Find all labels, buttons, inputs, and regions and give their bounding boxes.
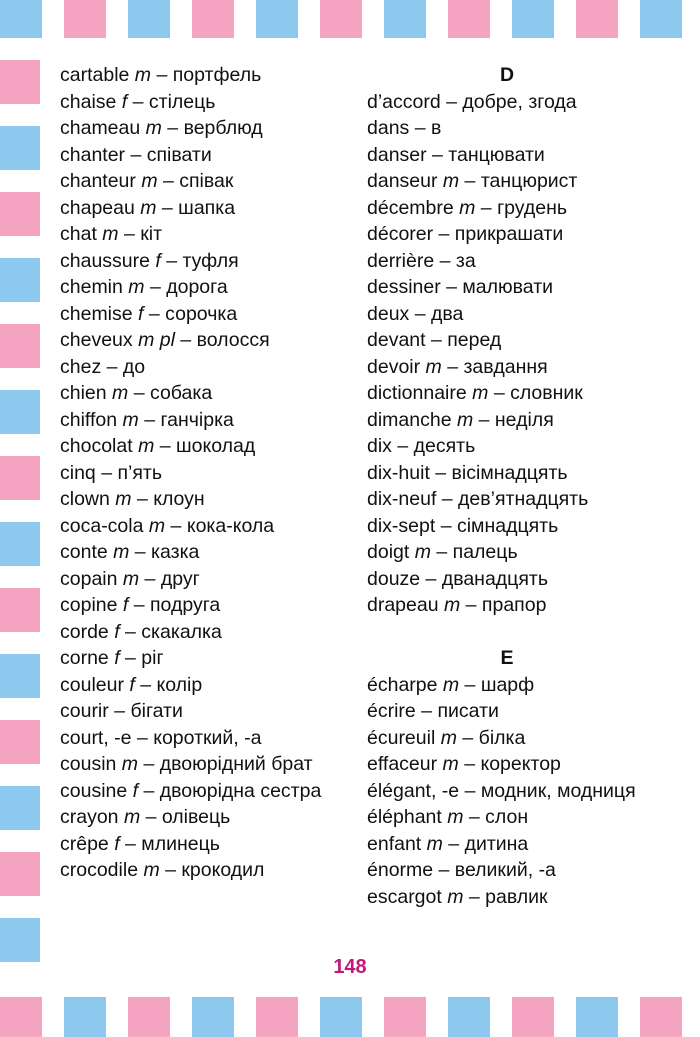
entry-gender: f (122, 594, 129, 616)
entry-translation: – добре, згода (440, 90, 577, 113)
entry-translation: – в (409, 117, 442, 139)
dictionary-entry (367, 884, 647, 911)
entry-gender: m (447, 885, 464, 908)
border-square (512, 0, 554, 38)
entry-translation: – кіт (118, 223, 163, 245)
entry-word: chez (60, 355, 102, 378)
entry-translation: – ганчірка (138, 408, 234, 431)
dictionary-entry (60, 804, 340, 831)
border-square (192, 0, 234, 38)
dictionary-entry (367, 592, 647, 619)
page-number: 148 (333, 956, 367, 978)
entry-translation: – словник (488, 382, 583, 404)
entry-translation: – грудень (475, 196, 568, 219)
entry-word: écrire (367, 700, 416, 722)
entry-translation: – клоун (131, 488, 205, 510)
entry-word: chaise (60, 90, 117, 113)
dictionary-entry (60, 433, 340, 460)
dictionary-entry (367, 274, 647, 301)
entry-gender: m pl (138, 329, 175, 351)
dictionary-entry (367, 433, 647, 460)
border-square (0, 192, 40, 236)
border-square (640, 0, 682, 38)
entry-gender: m (143, 859, 160, 881)
entry-translation: – писати (415, 700, 499, 722)
entry-gender: m (140, 196, 157, 219)
entry-gender: m (456, 408, 474, 431)
entry-word: cheveux (60, 329, 133, 351)
dictionary-entry (367, 513, 647, 540)
dictionary-entry (60, 698, 340, 725)
border-square (0, 522, 40, 566)
border-square (0, 997, 42, 1037)
border-square (0, 0, 42, 38)
entry-gender: f (129, 673, 135, 696)
entry-word: crêpe (60, 832, 109, 855)
entry-word: chaussure (60, 249, 150, 272)
entry-word: enfant (367, 832, 422, 855)
dictionary-entry (367, 221, 647, 248)
dictionary-entry (60, 407, 340, 434)
entry-word: chanteur (60, 170, 136, 192)
entry-translation: – вісімнадцять (429, 461, 568, 484)
dictionary-entry (367, 460, 647, 487)
entry-translation: – портфель (151, 64, 262, 86)
entry-word: dix (367, 435, 392, 457)
entry-word: drapeau (367, 594, 439, 616)
entry-gender: f (114, 620, 120, 643)
dictionary-entry (60, 513, 340, 540)
entry-word: crayon (60, 806, 119, 828)
entry-gender: m (113, 541, 130, 563)
entry-word: dictionnaire (367, 382, 467, 404)
section-heading-e: E (500, 647, 514, 669)
entry-gender: m (134, 64, 152, 86)
entry-translation: – модник, модниця (459, 779, 636, 802)
border-square (0, 324, 40, 368)
dictionary-entry (367, 566, 647, 593)
border-square (448, 0, 490, 38)
entry-translation: – волосся (174, 329, 270, 351)
entry-gender: f (132, 779, 139, 802)
entry-gender: m (122, 567, 140, 590)
entry-gender: m (138, 435, 155, 457)
border-square (192, 997, 234, 1037)
entry-translation: – ріг (119, 647, 164, 669)
entry-gender: m (442, 673, 460, 696)
entry-translation: – неділя (473, 408, 554, 431)
entry-word: éléphant (367, 806, 442, 828)
entry-translation: – дитина (442, 832, 529, 855)
dictionary-entry (60, 566, 340, 593)
entry-translation: – дванадцять (420, 567, 548, 590)
entry-translation: – малювати (440, 276, 554, 298)
entry-translation: – палець (430, 541, 518, 563)
entry-translation: – великий, -а (433, 859, 556, 881)
border-square (0, 390, 40, 434)
entry-translation: – равлик (463, 885, 548, 908)
entry-translation: – скакалка (119, 620, 222, 643)
entry-gender: m (102, 223, 119, 245)
entry-translation: – два (409, 302, 464, 325)
entry-word: chiffon (60, 408, 118, 431)
dictionary-entry (367, 380, 647, 407)
entry-gender: m (426, 832, 443, 855)
dictionary-entry (60, 645, 340, 672)
border-square (0, 126, 40, 170)
bottom-border-stripe (0, 997, 700, 1037)
dictionary-entry (367, 698, 647, 725)
entry-translation: – сорочка (143, 302, 238, 325)
dictionary-entry (367, 751, 647, 778)
entry-gender: m (440, 726, 457, 749)
entry-gender: m (122, 408, 139, 431)
entry-gender: m (115, 488, 132, 510)
entry-translation: – коректор (458, 753, 561, 775)
entry-word: chameau (60, 117, 141, 139)
border-square (576, 0, 618, 38)
entry-word: derrière (367, 249, 435, 272)
dictionary-entry (60, 195, 340, 222)
dictionary-entry (367, 672, 647, 699)
entry-gender: m (145, 117, 162, 139)
entry-translation: – за (434, 249, 476, 272)
entry-word: dix-huit (367, 461, 430, 484)
left-column (60, 62, 340, 884)
dictionary-entry (367, 168, 647, 195)
entry-translation: – крокодил (159, 859, 265, 881)
dictionary-entry (60, 354, 340, 381)
d-entries (367, 89, 647, 619)
dictionary-entry (367, 804, 647, 831)
entry-word: décorer (367, 223, 434, 245)
dictionary-entry (60, 221, 340, 248)
border-square (0, 456, 40, 500)
dictionary-entry (60, 539, 340, 566)
dictionary-entry (60, 62, 340, 89)
entry-translation: – шапка (156, 196, 236, 219)
entry-word: chapeau (60, 196, 135, 219)
entry-translation: – собака (128, 382, 213, 404)
border-square (0, 720, 40, 764)
border-square (384, 0, 426, 38)
entry-gender: f (138, 302, 144, 325)
entry-word: devant (367, 329, 426, 351)
entry-word: court, -e (60, 726, 132, 749)
dictionary-entry (60, 592, 340, 619)
dictionary-entry (60, 672, 340, 699)
dictionary-entry (367, 725, 647, 752)
border-square (64, 997, 106, 1037)
entry-word: douze (367, 567, 421, 590)
border-square (512, 997, 554, 1037)
entry-word: écharpe (367, 673, 438, 696)
dictionary-entry (60, 778, 340, 805)
entry-translation: – шарф (459, 673, 535, 696)
dictionary-entry (367, 195, 647, 222)
dictionary-entry (60, 857, 340, 884)
entry-translation: – млинець (119, 832, 220, 855)
dictionary-entry (367, 831, 647, 858)
border-square (256, 997, 298, 1037)
dictionary-entry (60, 274, 340, 301)
entry-word: couleur (60, 673, 124, 696)
entry-gender: f (114, 647, 120, 669)
e-entries (367, 672, 647, 911)
entry-gender: f (121, 90, 128, 113)
entry-word: écureuil (367, 726, 436, 749)
dictionary-entry (60, 725, 340, 752)
entry-word: doigt (367, 541, 410, 563)
entry-translation: – п’ять (95, 461, 163, 484)
entry-word: coca-cola (60, 514, 144, 537)
entry-word: chocolat (60, 435, 133, 457)
dictionary-entry (60, 142, 340, 169)
border-square (0, 258, 40, 302)
entry-translation: – туфля (160, 249, 239, 272)
entry-word: dans (367, 117, 410, 139)
entry-translation: – сімнадцять (435, 514, 559, 537)
entry-translation: – двоюрідний брат (138, 753, 313, 775)
entry-word: cousine (60, 779, 128, 802)
dictionary-entry (60, 380, 340, 407)
entry-gender: f (114, 832, 120, 855)
entry-word: copain (60, 567, 118, 590)
entry-gender: m (128, 276, 145, 298)
entry-translation: – танцюрист (459, 170, 578, 192)
entry-translation: – співати (125, 143, 212, 166)
dictionary-entry (367, 407, 647, 434)
border-square (320, 997, 362, 1037)
entry-translation: – прикрашати (433, 223, 564, 245)
entry-translation: – кока-кола (165, 514, 275, 537)
entry-translation: – двоюрідна сестра (138, 779, 322, 802)
entry-word: danseur (367, 170, 438, 192)
entry-translation: – колір (134, 673, 203, 696)
entry-translation: – дорога (144, 276, 228, 298)
border-square (0, 60, 40, 104)
entry-gender: m (442, 170, 460, 192)
entry-translation: – десять (391, 435, 476, 457)
entry-translation: – бігати (108, 700, 183, 722)
entry-word: cartable (60, 64, 130, 86)
dictionary-entry (367, 89, 647, 116)
entry-gender: m (444, 594, 461, 616)
entry-word: d’accord (367, 90, 441, 113)
entry-translation: – співак (157, 170, 234, 192)
border-square (576, 997, 618, 1037)
dictionary-entry (60, 486, 340, 513)
entry-word: dix-sept (367, 514, 436, 537)
border-square (448, 997, 490, 1037)
entry-gender: m (123, 806, 141, 828)
entry-word: clown (60, 488, 110, 510)
entry-word: danser (367, 143, 427, 166)
entry-word: crocodile (60, 859, 139, 881)
entry-gender: m (442, 753, 459, 775)
entry-gender: m (148, 514, 166, 537)
dictionary-entry (367, 778, 647, 805)
border-square (384, 997, 426, 1037)
entry-translation: – танцювати (426, 143, 545, 166)
entry-word: chanter (60, 143, 126, 166)
dictionary-entry (60, 248, 340, 275)
entry-word: effaceur (367, 753, 438, 775)
dictionary-entry (367, 539, 647, 566)
entry-word: chemise (60, 302, 133, 325)
entry-gender: m (425, 355, 442, 378)
border-square (0, 654, 40, 698)
dictionary-entry (367, 115, 647, 142)
entry-translation: – олівець (140, 806, 231, 828)
entry-gender: m (141, 170, 158, 192)
border-square (256, 0, 298, 38)
border-square (64, 0, 106, 38)
border-square (0, 588, 40, 632)
dictionary-entry (60, 301, 340, 328)
entry-word: dessiner (367, 276, 441, 298)
entry-word: dix-neuf (367, 488, 437, 510)
entry-word: décembre (367, 196, 454, 219)
entry-translation: – верблюд (161, 117, 263, 139)
entry-word: cinq (60, 461, 96, 484)
entry-translation: – короткий, -а (131, 726, 262, 749)
entry-translation: – дев’ятнадцять (436, 488, 589, 510)
entry-translation: – слон (463, 806, 529, 828)
border-square (128, 0, 170, 38)
entry-translation: – казка (129, 541, 200, 563)
dictionary-entry (60, 168, 340, 195)
border-square (128, 997, 170, 1037)
entry-word: cousin (60, 753, 117, 775)
entry-gender: m (112, 382, 129, 404)
entry-word: chat (60, 223, 97, 245)
entry-word: courir (60, 700, 109, 722)
dictionary-entry (60, 89, 340, 116)
entry-translation: – друг (139, 567, 200, 590)
entry-gender: m (472, 382, 489, 404)
dictionary-entry (367, 354, 647, 381)
dictionary-entry (367, 327, 647, 354)
entry-gender: m (414, 541, 431, 563)
entry-translation: – перед (425, 329, 502, 351)
entry-translation: – до (101, 355, 146, 378)
dictionary-entry (60, 831, 340, 858)
entry-translation: – подруга (128, 594, 221, 616)
entry-word: énorme (367, 859, 434, 881)
border-square (0, 852, 40, 896)
section-heading-d: D (499, 64, 515, 86)
entry-word: élégant, -e (367, 779, 460, 802)
entry-word: escargot (367, 885, 442, 908)
border-square (640, 997, 682, 1037)
entry-word: deux (367, 302, 410, 325)
entry-translation: – шоколад (154, 435, 256, 457)
entry-word: copine (60, 594, 118, 616)
left-border-stripe (0, 60, 40, 980)
entry-word: chien (60, 382, 107, 404)
entry-word: dimanche (367, 408, 452, 431)
dictionary-entry (367, 248, 647, 275)
entry-translation: – стілець (127, 90, 216, 113)
dictionary-entry (367, 486, 647, 513)
entry-gender: m (459, 196, 476, 219)
dictionary-entry (60, 619, 340, 646)
dictionary-entry (60, 327, 340, 354)
entry-word: corne (60, 647, 109, 669)
entry-translation: – прапор (460, 594, 547, 616)
dictionary-entry (60, 115, 340, 142)
entry-translation: – завдання (441, 355, 548, 378)
dictionary-entry (60, 751, 340, 778)
dictionary-entry (367, 857, 647, 884)
right-column (367, 62, 647, 910)
dictionary-entry (367, 301, 647, 328)
dictionary-entry (60, 460, 340, 487)
entry-gender: m (121, 753, 139, 775)
entry-gender: f (155, 249, 161, 272)
entry-gender: m (447, 806, 464, 828)
entry-word: devoir (367, 355, 421, 378)
entry-translation: – білка (456, 726, 526, 749)
dictionary-entry (367, 142, 647, 169)
top-border-stripe (0, 0, 700, 38)
border-square (0, 786, 40, 830)
entry-word: corde (60, 620, 109, 643)
entry-word: chemin (60, 276, 123, 298)
border-square (320, 0, 362, 38)
entry-word: conte (60, 541, 108, 563)
